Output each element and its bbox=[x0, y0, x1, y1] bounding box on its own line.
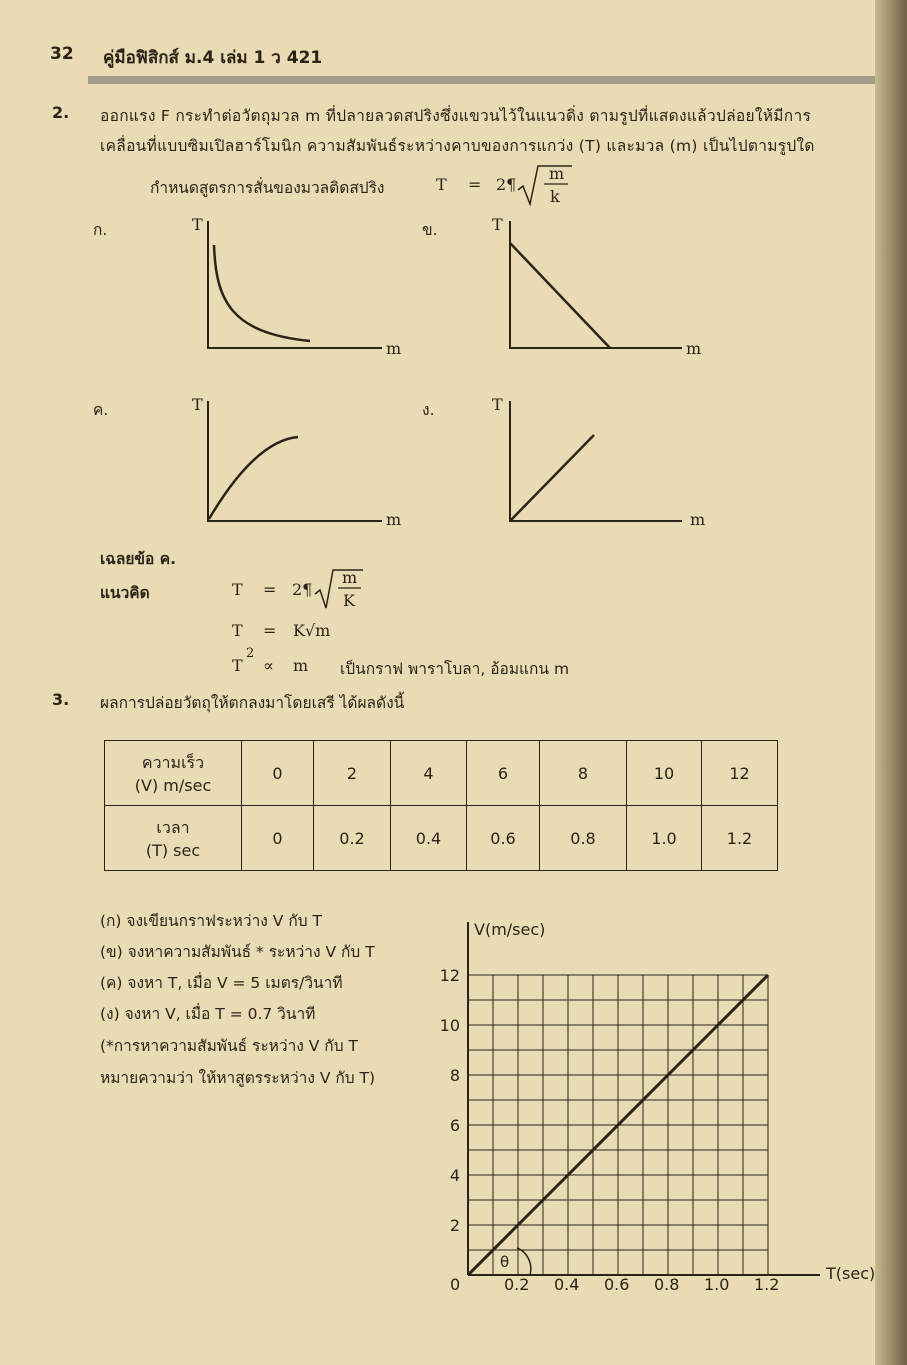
step2-rhs: K√m bbox=[293, 621, 331, 640]
step2-eq: = bbox=[263, 621, 277, 640]
y-tick-label: 10 bbox=[439, 1016, 460, 1035]
q2-line2: เคลื่อนที่แบบซิมเปิลฮาร์โมนิก ความสัมพันธ์ระหว่างคาบของการแกว่ง (T) และมวล (m) เป็นไปตามรูปใด bbox=[100, 137, 815, 155]
y-axis-title: V(m/sec) bbox=[474, 920, 546, 939]
concept-label: แนวคิด bbox=[100, 584, 150, 602]
task-c: (ค) จงหา T, เมื่อ V = 5 เมตร/วินาที bbox=[100, 974, 343, 992]
task-b: (ข) จงหาความสัมพันธ์ * ระหว่าง V กับ T bbox=[100, 943, 375, 961]
table-cell: 4 bbox=[391, 741, 467, 806]
table-cell: 0.8 bbox=[540, 806, 627, 871]
graph-d-x-label: m bbox=[690, 510, 706, 529]
data-table bbox=[104, 740, 778, 871]
time-header-line1: เวลา bbox=[156, 818, 190, 837]
q3-number: 3. bbox=[52, 690, 70, 709]
time-header-line2: (T) sec bbox=[145, 841, 201, 860]
angle-label: θ bbox=[500, 1253, 510, 1271]
header-rule bbox=[88, 76, 878, 84]
task-note-2: หมายความว่า ให้หาสูตรระหว่าง V กับ T) bbox=[100, 1069, 376, 1087]
graph-a-label: ก. bbox=[93, 221, 108, 239]
x-tick-label: 1.2 bbox=[754, 1275, 780, 1294]
formula-coef: 2¶ bbox=[496, 175, 517, 194]
velocity-header-line1: ความเร็ว bbox=[141, 753, 205, 772]
table-cell: 0 bbox=[242, 741, 314, 806]
graph-d bbox=[500, 395, 690, 530]
step1-lhs: T bbox=[232, 580, 243, 599]
velocity-time-chart bbox=[430, 910, 890, 1300]
table-cell: 0.2 bbox=[314, 806, 391, 871]
table-row-time bbox=[105, 806, 778, 871]
graph-c bbox=[200, 395, 390, 530]
step1-sqrt bbox=[313, 564, 367, 612]
graph-a-x-label: m bbox=[386, 339, 402, 358]
graph-c-y-label: T bbox=[192, 395, 203, 414]
step1-den: K bbox=[343, 591, 355, 610]
q3-intro: ผลการปล่อยวัตถุให้ตกลงมาโดยเสรี ได้ผลดังนี้ bbox=[100, 694, 405, 712]
table-cell: 0.6 bbox=[467, 806, 540, 871]
formula-eq: = bbox=[468, 175, 482, 194]
y-tick-label: 2 bbox=[449, 1216, 460, 1235]
table-cell: 1.0 bbox=[627, 806, 702, 871]
formula-intro: กำหนดสูตรการสั่นของมวลติดสปริง bbox=[150, 179, 385, 197]
step3-note: เป็นกราฟ พาราโบลา, อ้อมแกน m bbox=[340, 660, 570, 678]
graph-b-label: ข. bbox=[422, 221, 438, 239]
graph-d-y-label: T bbox=[492, 395, 503, 414]
y-tick-label: 12 bbox=[439, 966, 460, 985]
table-row-header bbox=[105, 741, 242, 806]
y-tick-label: 6 bbox=[449, 1116, 460, 1135]
answer-label: เฉลยข้อ ค. bbox=[100, 550, 176, 568]
task-d: (ง) จงหา V, เมื่อ T = 0.7 วินาที bbox=[100, 1005, 316, 1023]
q2-line1: ออกแรง F กระทำต่อวัตถุมวล m ที่ปลายลวดสปริงซึ่งแขวนไว้ในแนวดิ่ง ตามรูปที่แสดงแล้วปล่อยให้มีการ bbox=[100, 107, 812, 125]
formula-lhs: T bbox=[436, 175, 447, 194]
x-tick-label: 0.2 bbox=[504, 1275, 530, 1294]
x-tick-label: 0.4 bbox=[554, 1275, 580, 1294]
step3-exponent: 2 bbox=[246, 646, 255, 661]
table-cell: 0.4 bbox=[391, 806, 467, 871]
graph-a bbox=[200, 215, 390, 355]
y-tick-label: 4 bbox=[449, 1166, 460, 1185]
graph-d-label: ง. bbox=[422, 401, 435, 419]
x-tick-label: 1.0 bbox=[704, 1275, 730, 1294]
table-cell: 2 bbox=[314, 741, 391, 806]
graph-a-y-label: T bbox=[192, 215, 203, 234]
graph-b bbox=[500, 215, 690, 355]
formula-den: k bbox=[550, 187, 560, 206]
graph-c-x-label: m bbox=[386, 510, 402, 529]
graph-b-x-label: m bbox=[686, 339, 702, 358]
book-title: คู่มือฟิสิกส์ ม.4 เล่ม 1 ว 421 bbox=[103, 48, 323, 68]
graph-c-label: ค. bbox=[93, 401, 109, 419]
velocity-header-line2: (V) m/sec bbox=[134, 776, 212, 795]
q2-number: 2. bbox=[52, 103, 70, 122]
table-cell: 1.2 bbox=[702, 806, 778, 871]
table-row-header bbox=[105, 806, 242, 871]
book-spine-shadow bbox=[875, 0, 907, 1365]
step2-lhs: T bbox=[232, 621, 243, 640]
table-cell: 8 bbox=[540, 741, 627, 806]
page-number: 32 bbox=[50, 44, 74, 64]
step3-prop: ∝ bbox=[263, 656, 274, 675]
table-cell: 12 bbox=[702, 741, 778, 806]
x-tick-label: 0.8 bbox=[654, 1275, 680, 1294]
formula-sqrt bbox=[516, 160, 576, 208]
x-tick-label: 0.6 bbox=[604, 1275, 630, 1294]
y-tick-label: 8 bbox=[449, 1066, 460, 1085]
step3-lhs: T bbox=[232, 656, 243, 675]
task-note-1: (*การหาความสัมพันธ์ ระหว่าง V กับ T bbox=[100, 1037, 358, 1055]
x-tick-label: 0 bbox=[450, 1275, 461, 1294]
step3-rhs: m bbox=[293, 656, 309, 675]
angle-arc bbox=[517, 1248, 531, 1275]
x-axis-title: T(sec) bbox=[826, 1264, 876, 1283]
task-a: (ก) จงเขียนกราฟระหว่าง V กับ T bbox=[100, 912, 322, 930]
formula-num: m bbox=[549, 164, 565, 183]
step1-eq: = bbox=[263, 580, 277, 599]
step1-num: m bbox=[342, 568, 358, 587]
table-cell: 0 bbox=[242, 806, 314, 871]
table-cell: 6 bbox=[467, 741, 540, 806]
graph-b-y-label: T bbox=[492, 215, 503, 234]
table-row-velocity bbox=[105, 741, 778, 806]
step1-coef: 2¶ bbox=[292, 580, 313, 599]
table-cell: 10 bbox=[627, 741, 702, 806]
